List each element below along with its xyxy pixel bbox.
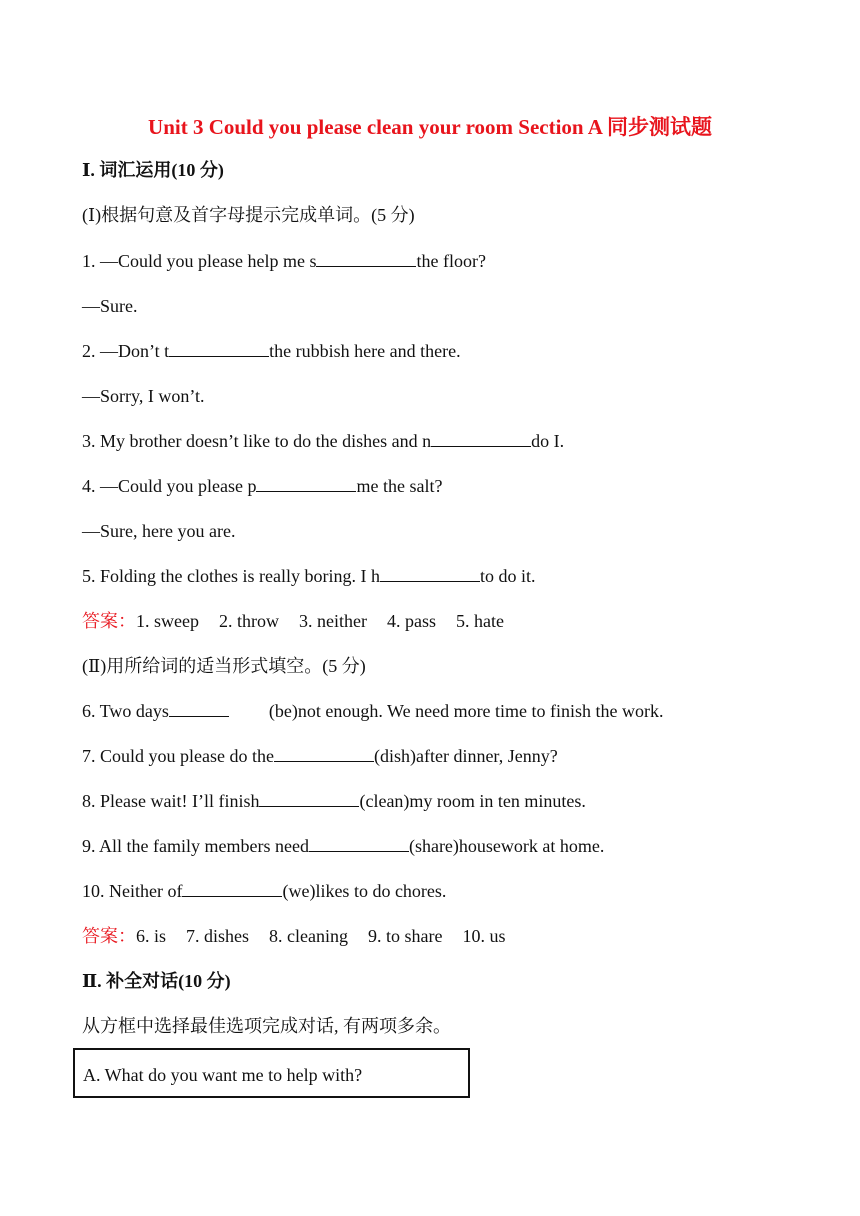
answer-blank	[182, 879, 282, 897]
question-9-text-end: (share)housework at home.	[408, 836, 605, 856]
part2-instruction: (Ⅱ)用所给词的适当形式填空。(5 分)	[82, 656, 366, 676]
question-6-text-end: (be)not enough. We need more time to finish the work.	[268, 701, 664, 721]
question-1-text: 1. —Could you please help me s	[82, 251, 317, 271]
answer-item: 7. dishes	[186, 926, 250, 946]
question-10-text: 10. Neither of	[82, 881, 183, 901]
question-8-text-end: (clean)my room in ten minutes.	[359, 791, 586, 811]
question-9-text: 9. All the family members need	[82, 836, 309, 856]
question-10-text-end: (we)likes to do chores.	[282, 881, 447, 901]
answer-label: 答案：	[82, 611, 136, 631]
answer-item: 6. is	[136, 926, 167, 946]
question-3-text: 3. My brother doesn’t like to do the dishes and n	[82, 431, 432, 451]
part1-instruction: (Ⅰ)根据句意及首字母提示完成单词。(5 分)	[82, 205, 415, 225]
question-4-reply: —Sure, here you are.	[82, 521, 236, 541]
question-2-text: 2. —Don’t t	[82, 341, 170, 361]
question-4-text: 4. —Could you please p	[82, 476, 257, 496]
question-5	[82, 564, 535, 588]
answer-blank	[274, 744, 374, 762]
section2-heading: Ⅱ. 补全对话(10 分)	[82, 971, 231, 991]
question-9	[82, 834, 604, 858]
question-6	[82, 699, 664, 723]
answer-item: 9. to share	[368, 926, 443, 946]
question-6-text: 6. Two days	[82, 701, 169, 721]
question-7-text-end: (dish)after dinner, Jenny?	[373, 746, 558, 766]
answer-blank	[309, 834, 409, 852]
question-1-text-end: the floor?	[416, 251, 486, 271]
question-5-text: 5. Folding the clothes is really boring. I h	[82, 566, 380, 586]
document-title: Unit 3 Could you please clean your room Section A 同步测试题	[148, 115, 712, 139]
question-8-text: 8. Please wait! I’ll finish	[82, 791, 260, 811]
section2-instruction: 从方框中选择最佳选项完成对话, 有两项多余。	[82, 1016, 451, 1036]
answer-item: 1. sweep	[136, 611, 199, 631]
question-7-text: 7. Could you please do the	[82, 746, 274, 766]
section1-heading: Ⅰ. 词汇运用(10 分)	[82, 160, 224, 180]
question-3	[82, 429, 564, 453]
answer-blank	[431, 429, 531, 447]
question-8	[82, 789, 586, 813]
answer-item: 2. throw	[218, 611, 279, 631]
answer-item: 10. us	[462, 926, 506, 946]
question-4	[82, 474, 442, 498]
answer-item: 8. cleaning	[269, 926, 348, 946]
question-7	[82, 744, 558, 768]
answers-part1	[82, 609, 504, 633]
answers-part2	[82, 924, 506, 948]
answer-item: 5. hate	[455, 611, 504, 631]
question-2	[82, 339, 461, 363]
question-1-reply: —Sure.	[82, 296, 138, 316]
question-1	[82, 249, 486, 273]
question-2-reply: —Sorry, I won’t.	[82, 386, 205, 406]
question-5-text-end: to do it.	[479, 566, 536, 586]
answer-blank	[169, 699, 229, 717]
answer-item: 3. neither	[298, 611, 367, 631]
answer-blank	[380, 564, 480, 582]
options-box	[73, 1048, 470, 1098]
answer-item: 4. pass	[386, 611, 436, 631]
answer-blank	[259, 789, 359, 807]
answer-blank	[256, 474, 356, 492]
option-a: A. What do you want me to help with?	[83, 1065, 363, 1085]
answer-label: 答案：	[82, 926, 136, 946]
question-4-text-end: me the salt?	[356, 476, 443, 496]
question-3-text-end: do I.	[531, 431, 565, 451]
answer-blank	[169, 339, 269, 357]
question-10	[82, 879, 446, 903]
answer-blank	[316, 249, 416, 267]
question-2-text-end: the rubbish here and there.	[269, 341, 461, 361]
